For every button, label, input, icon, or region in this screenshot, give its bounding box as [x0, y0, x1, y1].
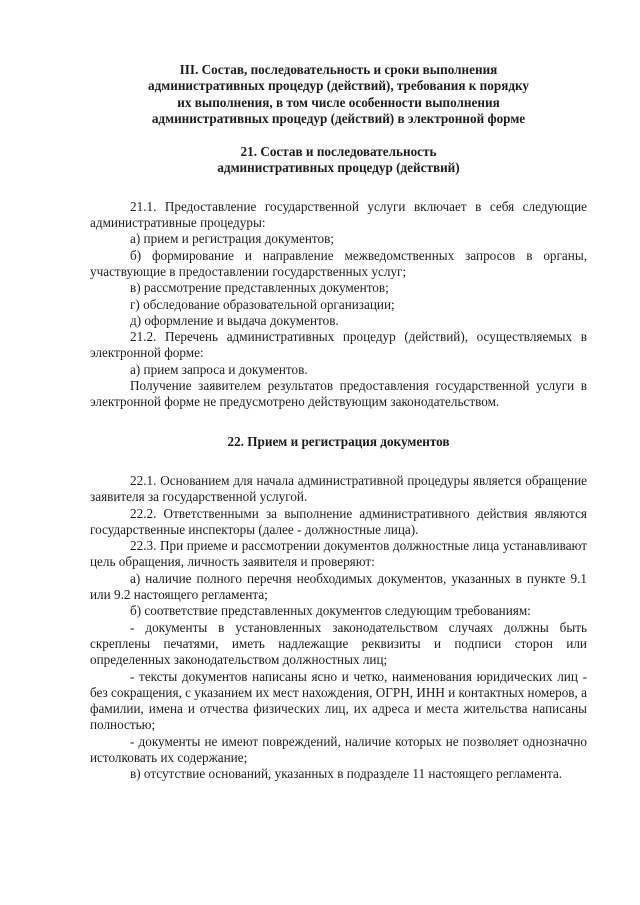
section-title-line: их выполнения, в том числе особенности выполнения: [177, 94, 500, 110]
paragraph-electronic-note: Получение заявителем результатов предоставления государственной услуги в электронной форме не предусмотрено действующим законодательством.: [90, 378, 587, 410]
list-item-21-1-a: а) прием и регистрация документов;: [130, 231, 334, 247]
list-item-21-1-g: г) обследование образовательной организации;: [130, 296, 395, 312]
document-page: [90, 62, 587, 783]
subsection-title-line: 21. Состав и последовательность: [240, 144, 437, 160]
section-title-line: административных процедур (действий) в электронной форме: [151, 110, 526, 126]
list-item-21-1-d: д) оформление и выдача документов.: [130, 312, 339, 328]
subsection-22-title: 22. Прием и регистрация документов: [227, 433, 450, 449]
subsection-22-body: [90, 473, 587, 783]
list-item-21-2-a: а) прием запроса и документов.: [130, 361, 308, 377]
paragraph-21-1: 21.1. Предоставление государственной услуги включает в себя следующие административные процедуры:: [90, 198, 587, 231]
list-item-21-1-v: в) рассмотрение представленных документов;: [130, 280, 389, 296]
list-item-22-3-b: б) соответствие представленных документов следующим требованиям:: [130, 603, 531, 619]
paragraph-22-1: 22.1. Основанием для начала административной процедуры является обращение заявителя за государственной услугой.: [90, 472, 587, 505]
paragraph-22-2: 22.2. Ответственными за выполнение административного действия являются государственные инспекторы (далее - должностные лица).: [90, 505, 587, 537]
list-item-22-3-a: а) наличие полного перечня необходимых документов, указанных в пункте 9.1 или 9.2 настоящего регламента;: [90, 570, 587, 603]
requirement-item: - документы в установленных законодательством случаях должны быть скреплены печатями, иметь надлежащие реквизиты и подписи сторон или определенных законодательством должностных лиц;: [90, 619, 587, 668]
list-item-21-1-b: б) формирование и направление межведомственных запросов в органы, участвующие в предоставлении государственных услуг;: [90, 247, 587, 279]
list-item-22-3-v: в) отсутствие оснований, указанных в подразделе 11 настоящего регламента.: [130, 766, 563, 782]
section-title-line: III. Состав, последовательность и сроки выполнения: [179, 62, 498, 77]
subsection-21-title: [90, 144, 587, 177]
subsection-21-body: [90, 199, 587, 411]
section-title: [90, 62, 587, 127]
subsection-title-line: административных процедур (действий): [217, 160, 460, 176]
paragraph-22-3: 22.3. При приеме и рассмотрении документов должностные лица устанавливают цель обращения, личность заявителя и проверяют:: [90, 538, 587, 570]
requirement-item: - документы не имеют повреждений, наличие которых не позволяет однозначно истолковать их содержание;: [90, 733, 587, 765]
section-title-line: административных процедур (действий), требования к порядку: [147, 78, 530, 94]
paragraph-21-2: 21.2. Перечень административных процедур (действий), осуществляемых в электронной форме:: [90, 329, 587, 361]
requirement-item: - тексты документов написаны ясно и четко, наименования юридических лиц - без сокращения, с указанием их мест нахождения, ОГРН, ИНН и контактных номеров, а фамилии, имена и отчества физических лиц, их адреса и места жительства написаны полностью;: [90, 668, 587, 733]
